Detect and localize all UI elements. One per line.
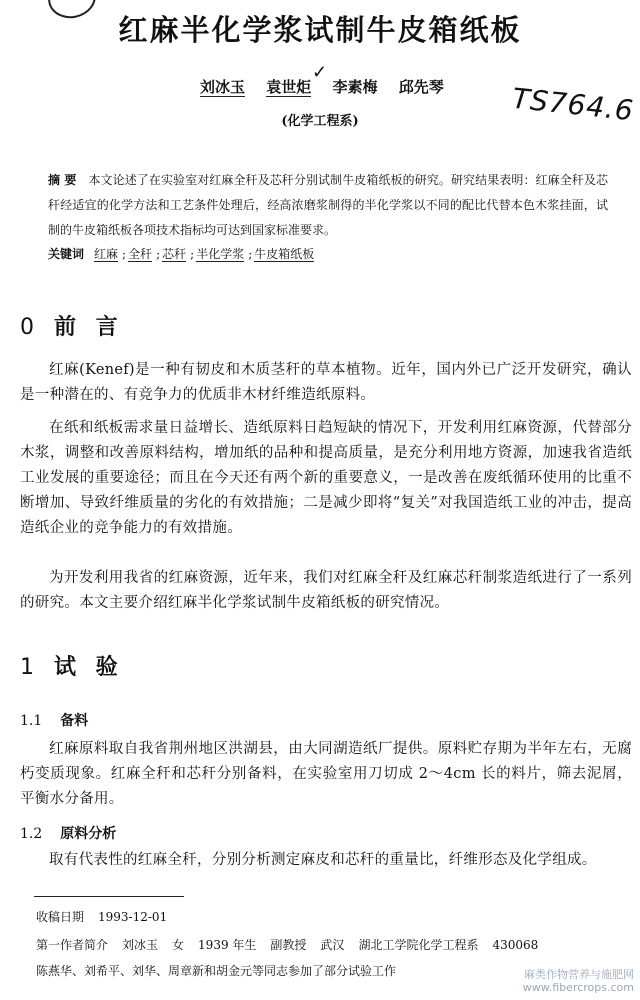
keyword-item: 牛皮箱纸板 bbox=[254, 247, 315, 261]
footnote-first-author bbox=[36, 936, 552, 953]
subsection-heading-1-1 bbox=[20, 710, 88, 730]
keywords: 关键词 红麻 ; 全秆 ; 芯秆 ; 半化学浆 ; 牛皮箱纸板 bbox=[48, 247, 315, 261]
author-bio-title: 副教授 bbox=[270, 938, 307, 952]
author-1: 刘冰玉 bbox=[200, 78, 246, 96]
paragraph-analysis: 取有代表性的红麻全秆，分别分析测定麻皮和芯秆的重量比，纤维形态及化学组成。 bbox=[49, 852, 597, 868]
keyword-item: 红麻 bbox=[94, 247, 119, 261]
author-bio-born: 1939 年生 bbox=[198, 938, 257, 952]
footnote-rule bbox=[34, 896, 184, 897]
author-bio-city: 武汉 bbox=[320, 938, 345, 952]
subsection-title: 备料 bbox=[60, 713, 89, 729]
author-list bbox=[200, 76, 460, 97]
keyword-item: 全秆 bbox=[128, 247, 153, 261]
author-4: 邱先琴 bbox=[398, 78, 444, 96]
footnote-participants: 陈燕华、刘希平、刘华、周章新和胡金元等同志参加了部分试验工作 bbox=[36, 964, 397, 978]
abstract-text: 本文论述了在实验室对红麻全秆及芯秆分别试制牛皮箱纸板的研究。研究结果表明：红麻全秆及芯秆经适宜的化学方法和工艺条件处理后，经高浓磨浆制得的半化学浆以不同的配比代替本色木浆挂面，试制的牛皮箱纸板各项技术指标均可达到国家标准要求。 bbox=[48, 173, 608, 237]
received-date: 1993-12-01 bbox=[98, 910, 168, 924]
author-bio-gender: 女 bbox=[172, 938, 185, 952]
subsection-title: 原料分析 bbox=[60, 826, 117, 842]
paragraph-intro-3: 为开发利用我省的红麻资源，近年来，我们对红麻全秆及红麻芯秆制浆造纸进行了一系列的研究。本文主要介绍红麻半化学浆试制牛皮箱纸板的研究情况。 bbox=[20, 570, 632, 611]
author-2: 袁世炬 bbox=[266, 78, 312, 96]
section-heading-0 bbox=[20, 310, 124, 341]
paper-title: 红麻半化学浆试制牛皮箱纸板 bbox=[118, 13, 522, 47]
author-3: 李素梅 bbox=[332, 78, 378, 96]
section-number: 1 bbox=[20, 655, 40, 680]
keywords-label: 关键词 bbox=[48, 247, 85, 261]
author-bio-name: 刘冰玉 bbox=[122, 938, 159, 952]
watermark-line-1: 麻类作物营养与施肥网 bbox=[524, 968, 634, 981]
received-label: 收稿日期 bbox=[36, 910, 85, 924]
subsection-heading-1-2 bbox=[20, 823, 116, 843]
footnote-received bbox=[36, 908, 181, 925]
keyword-item: 半化学浆 bbox=[196, 247, 245, 261]
keyword-item: 芯秆 bbox=[162, 247, 187, 261]
abstract-label: 摘 要 bbox=[48, 173, 77, 187]
subsection-number: 1.2 bbox=[20, 826, 43, 842]
handwritten-check-icon: ✓ bbox=[312, 62, 328, 83]
paragraph-materials: 红麻原料取自我省荆州地区洪湖县，由大同湖造纸厂提供。原料贮存期为半年左右，无腐朽变质现象。红麻全秆和芯秆分别备料，在实验室用刀切成 2～4cm 长的料片，筛去泥屑，平衡水分备用。 bbox=[20, 741, 632, 807]
subsection-number: 1.1 bbox=[20, 713, 43, 729]
section-heading-1 bbox=[20, 650, 124, 681]
author-bio-label: 第一作者简介 bbox=[36, 938, 109, 952]
author-bio-postcode: 430068 bbox=[492, 938, 539, 952]
paragraph-intro-1: 红麻(Kenef)是一种有韧皮和木质茎秆的草本植物。近年，国内外已广泛开发研究，确认是一种潜在的、有竞争力的优质非木材纤维造纸原料。 bbox=[20, 362, 632, 403]
affiliation: (化学工程系) bbox=[281, 114, 359, 129]
section-title: 试 验 bbox=[54, 655, 124, 680]
handwritten-call-number: TS764.6 bbox=[510, 81, 636, 128]
paragraph-intro-2: 在纸和纸板需求量日益增长、造纸原料日趋短缺的情况下，开发利用红麻资源，代替部分木浆，调整和改善原料结构，增加纸的品种和提高质量，是充分利用地方资源，加速我省造纸工业发展的重要途径；而且在今天还有两个新的重要意义，一是改善在废纸循环使用的比重不断增加、导致纤维质量的劣化的有效措施；二是减少即将“复关”对我国造纸工业的冲击，提高造纸企业的竞争能力的有效措施。 bbox=[20, 420, 632, 536]
site-watermark bbox=[523, 968, 634, 994]
section-number: 0 bbox=[20, 315, 40, 340]
watermark-line-2: www.fibercrops.com bbox=[522, 981, 634, 994]
section-title: 前 言 bbox=[54, 315, 124, 340]
abstract bbox=[48, 168, 608, 243]
author-bio-dept: 湖北工学院化学工程系 bbox=[358, 938, 479, 952]
